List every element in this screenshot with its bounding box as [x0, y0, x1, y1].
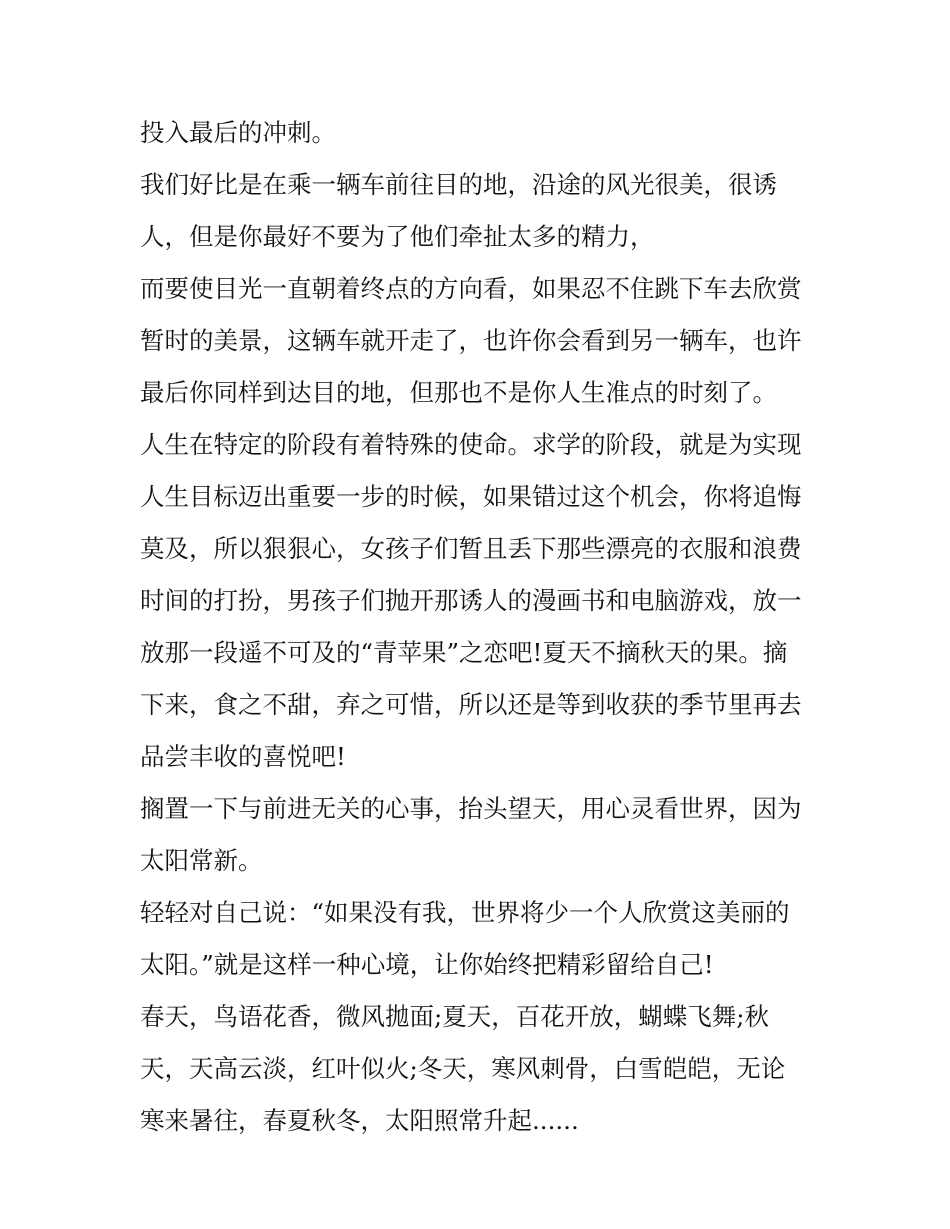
text-line: 搁置一下与前进无关的心事，抬头望天，用心灵看世界，因为	[140, 794, 802, 823]
text-line: 我们好比是在乘一辆车前往目的地，沿途的风光很美，很诱	[140, 170, 777, 199]
text-line: 寒来暑往，春夏秋冬，太阳照常升起......	[140, 1106, 579, 1135]
text-line: 人生目标迈出重要一步的时候，如果错过这个机会，你将追悔	[140, 482, 802, 511]
text-line: 轻轻对自己说：“如果没有我，世界将少一个人欣赏这美丽的	[140, 898, 790, 927]
text-line: 最后你同样到达目的地，但那也不是你人生准点的时刻了。	[140, 378, 777, 407]
text-line: 太阳。”就是这样一种心境，让你始终把精彩留给自己!	[140, 950, 714, 979]
text-line: 春天，鸟语花香，微风拋面;夏天，百花开放，蝴蝶飞舞;秋	[140, 1002, 770, 1031]
text-line: 时间的打扮，男孩子们抛开那诱人的漫画书和电脑游戏，放一	[140, 586, 802, 615]
text-line: 下来，食之不甜，弃之可惜，所以还是等到收获的季节里再去	[140, 690, 802, 719]
text-line: 人，但是你最好不要为了他们牵扯太多的精力，	[140, 222, 655, 251]
text-line: 品尝丰收的喜悦吧!	[140, 742, 346, 771]
document-body	[140, 107, 820, 1147]
text-line: 放那一段遥不可及的“青苹果”之恋吧!夏天不摘秋天的果。摘	[140, 638, 788, 667]
text-line: 人生在特定的阶段有着特殊的使命。求学的阶段，就是为实现	[140, 430, 802, 459]
text-line: 莫及，所以狠狠心，女孩子们暂且丢下那些漂亮的衣服和浪费	[140, 534, 802, 563]
text-line: 投入最后的冲刺。	[140, 118, 336, 147]
text-line: 天，天高云淡，红叶似火;冬天，寒风刺骨，白雪皑皑，无论	[140, 1054, 786, 1083]
text-line: 暂时的美景，这辆车就开走了，也许你会看到另一辆车，也许	[140, 326, 802, 355]
text-line: 而要使目光一直朝着终点的方向看，如果忍不住跳下车去欣赏	[140, 274, 802, 303]
text-line: 太阳常新。	[140, 846, 263, 875]
